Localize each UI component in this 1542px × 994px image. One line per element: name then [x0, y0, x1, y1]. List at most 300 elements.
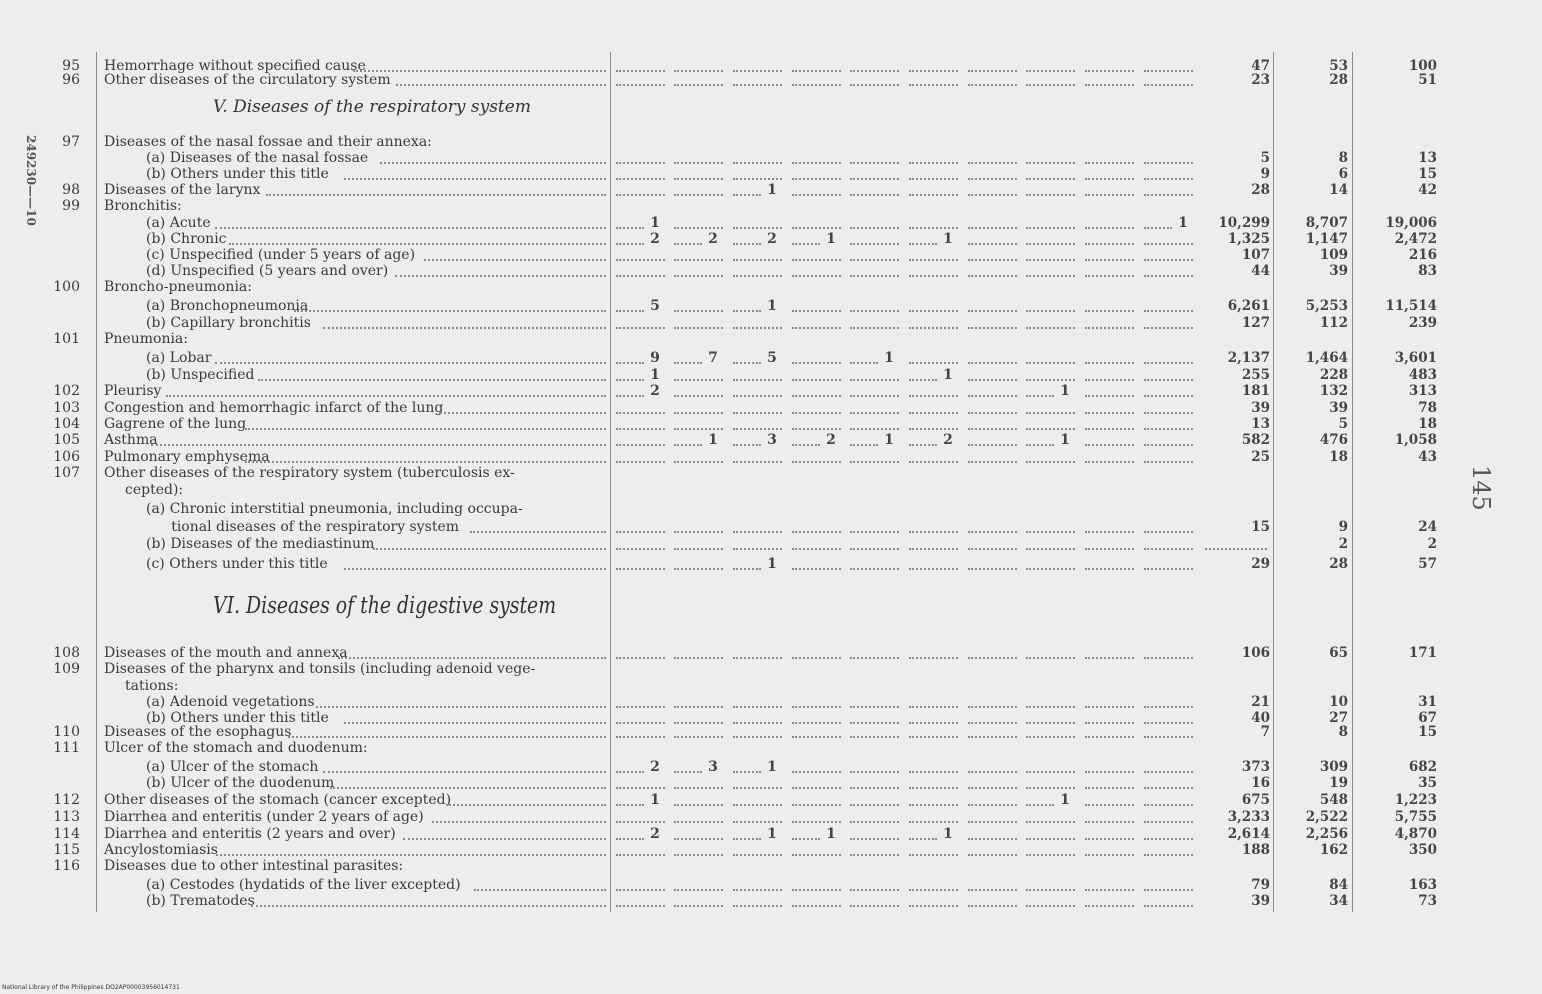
- leader-dots: [1026, 379, 1075, 381]
- age-column-count: 1: [767, 556, 777, 572]
- grand-total: 73: [1418, 893, 1437, 909]
- grand-total: 18: [1418, 416, 1437, 432]
- leader-dots: [674, 804, 723, 806]
- leader-dots: [968, 854, 1017, 856]
- leader-dots: [909, 838, 937, 840]
- age-column-count: 2: [826, 432, 836, 448]
- leader-dots: [1144, 444, 1193, 446]
- leader-dots: [674, 838, 723, 840]
- leader-dots: [909, 787, 958, 789]
- row-label: (a) Diseases of the nasal fossae: [146, 150, 369, 166]
- leader-dots: [1144, 227, 1172, 229]
- grand-total: 51: [1418, 72, 1437, 88]
- leader-dots: [1026, 736, 1075, 738]
- female-total: 84: [1329, 877, 1348, 893]
- leader-dots: [1026, 706, 1075, 708]
- leader-dots: [1144, 838, 1193, 840]
- leader-dots: [1085, 327, 1134, 329]
- row-label: Diseases of the larynx: [104, 182, 261, 198]
- row-label: Other diseases of the circulatory system: [104, 72, 391, 88]
- leader-dots: [674, 412, 723, 414]
- row-number: 95: [62, 58, 80, 74]
- age-column-count: 1: [943, 367, 953, 383]
- leader-dots: [1026, 905, 1075, 907]
- row-number: 105: [53, 432, 80, 448]
- leader-dots: [909, 804, 958, 806]
- leader-dots: [616, 787, 665, 789]
- leader-dots: [1026, 444, 1054, 446]
- leader-dots: [674, 657, 723, 659]
- grand-total: 35: [1418, 775, 1437, 791]
- leader-dots: [1085, 787, 1134, 789]
- leader-dots: [909, 461, 958, 463]
- leader-dots: [850, 259, 899, 261]
- leader-dots: [850, 243, 899, 245]
- male-total: 44: [1251, 263, 1270, 279]
- leader-dots: [1026, 821, 1075, 823]
- age-column-count: 2: [767, 231, 777, 247]
- leader-dots: [674, 243, 702, 245]
- leader-dots: [674, 821, 723, 823]
- leader-dots: [968, 227, 1017, 229]
- male-total: 10,299: [1218, 215, 1270, 231]
- leader-dots: [616, 327, 665, 329]
- leader-dots: [1026, 362, 1075, 364]
- grand-total: 15: [1418, 724, 1437, 740]
- leader-dots: [674, 905, 723, 907]
- leader-dots: [1085, 194, 1134, 196]
- male-total: 6,261: [1227, 298, 1270, 314]
- leader-dots: [792, 428, 841, 430]
- leader-dots: [909, 178, 958, 180]
- grand-total: 67: [1418, 710, 1437, 726]
- leader-dots: [245, 461, 606, 463]
- leader-dots: [850, 310, 899, 312]
- leader-dots: [909, 771, 958, 773]
- leader-dots: [850, 444, 878, 446]
- leader-dots: [850, 194, 899, 196]
- leader-dots: [850, 395, 899, 397]
- age-column-count: 3: [767, 432, 777, 448]
- leader-dots: [616, 178, 665, 180]
- row-label: (b) Chronic: [146, 231, 227, 247]
- leader-dots: [1085, 259, 1134, 261]
- leader-dots: [353, 70, 606, 72]
- female-total: 53: [1329, 58, 1348, 74]
- leader-dots: [909, 889, 958, 891]
- leader-dots: [1144, 722, 1193, 724]
- grand-total: 3,601: [1394, 350, 1437, 366]
- leader-dots: [1085, 461, 1134, 463]
- row-number: 99: [62, 198, 80, 214]
- age-column-count: 5: [767, 350, 777, 366]
- side-mark: 249230——10: [24, 135, 38, 226]
- leader-dots: [616, 227, 644, 229]
- row-label: Diseases of the esophagus: [104, 724, 292, 740]
- male-total: 47: [1251, 58, 1270, 74]
- leader-dots: [1144, 531, 1193, 533]
- leader-dots: [850, 362, 878, 364]
- leader-dots: [733, 327, 782, 329]
- male-total: 13: [1251, 416, 1270, 432]
- leader-dots: [674, 395, 723, 397]
- leader-dots: [674, 531, 723, 533]
- leader-dots: [674, 259, 723, 261]
- grand-total: 57: [1418, 556, 1437, 572]
- column-rule: [96, 52, 97, 912]
- leader-dots: [733, 854, 782, 856]
- leader-dots: [792, 461, 841, 463]
- leader-dots: [792, 736, 841, 738]
- male-total: 21: [1251, 694, 1270, 710]
- female-total: 14: [1329, 182, 1348, 198]
- leader-dots: [792, 657, 841, 659]
- leader-dots: [215, 362, 606, 364]
- female-total: 476: [1319, 432, 1348, 448]
- leader-dots: [616, 854, 665, 856]
- leader-dots: [909, 905, 958, 907]
- row-label: Gagrene of the lung: [104, 416, 247, 432]
- leader-dots: [1085, 706, 1134, 708]
- leader-dots: [792, 395, 841, 397]
- leader-dots: [733, 379, 782, 381]
- male-total: 1,325: [1227, 231, 1270, 247]
- footer-credit: National Library of the Philippines DO2AP00003956014731: [2, 984, 180, 991]
- leader-dots: [1026, 548, 1075, 550]
- leader-dots: [396, 84, 606, 86]
- row-label: (b) Diseases of the mediastinum: [146, 536, 375, 552]
- leader-dots: [1085, 736, 1134, 738]
- age-column-count: 5: [650, 298, 660, 314]
- male-total: 3,233: [1227, 809, 1270, 825]
- leader-dots: [1144, 548, 1193, 550]
- leader-dots: [909, 379, 937, 381]
- leader-dots: [1026, 227, 1075, 229]
- leader-dots: [850, 428, 899, 430]
- row-number: 107: [53, 465, 80, 481]
- leader-dots: [733, 461, 782, 463]
- leader-dots: [403, 838, 606, 840]
- male-total: 2,614: [1227, 826, 1270, 842]
- leader-dots: [1026, 194, 1075, 196]
- leader-dots: [733, 243, 761, 245]
- row-label: (b) Ulcer of the duodenum: [146, 775, 335, 791]
- leader-dots: [968, 194, 1017, 196]
- leader-dots: [1144, 905, 1193, 907]
- leader-dots: [1026, 461, 1075, 463]
- row-label: (b) Unspecified: [146, 367, 255, 383]
- leader-dots: [792, 568, 841, 570]
- grand-total: 19,006: [1385, 215, 1437, 231]
- row-number: 116: [53, 858, 80, 874]
- leader-dots: [968, 905, 1017, 907]
- leader-dots: [850, 84, 899, 86]
- leader-dots: [733, 395, 782, 397]
- grand-total: 42: [1418, 182, 1437, 198]
- leader-dots: [909, 227, 958, 229]
- leader-dots: [733, 259, 782, 261]
- row-label: (a) Lobar: [146, 350, 212, 366]
- leader-dots: [792, 243, 820, 245]
- age-column-count: 9: [650, 350, 660, 366]
- age-column-count: 2: [650, 826, 660, 842]
- leader-dots: [616, 379, 644, 381]
- leader-dots: [1144, 821, 1193, 823]
- leader-dots: [616, 275, 665, 277]
- leader-dots: [1026, 428, 1075, 430]
- leader-dots: [792, 275, 841, 277]
- leader-dots: [1144, 70, 1193, 72]
- female-total: 8: [1338, 150, 1348, 166]
- grand-total: 313: [1408, 383, 1437, 399]
- leader-dots: [733, 722, 782, 724]
- leader-dots: [850, 461, 899, 463]
- leader-dots: [792, 84, 841, 86]
- row-label: (a) Chronic interstitial pneumonia, including occupa-: [146, 501, 523, 517]
- leader-dots: [733, 162, 782, 164]
- age-column-count: 1: [650, 215, 660, 231]
- grand-total: 13: [1418, 150, 1437, 166]
- leader-dots: [968, 461, 1017, 463]
- leader-dots: [474, 889, 606, 891]
- leader-dots: [1026, 838, 1075, 840]
- leader-dots: [850, 531, 899, 533]
- leader-dots: [968, 657, 1017, 659]
- leader-dots: [850, 889, 899, 891]
- row-label: (a) Adenoid vegetations: [146, 694, 315, 710]
- leader-dots: [229, 243, 606, 245]
- leader-dots: [1026, 70, 1075, 72]
- row-label: (a) Acute: [146, 215, 211, 231]
- leader-dots: [674, 722, 723, 724]
- row-label: Bronchitis:: [104, 198, 182, 214]
- female-total: 10: [1329, 694, 1348, 710]
- leader-dots: [733, 444, 761, 446]
- male-total: 255: [1241, 367, 1270, 383]
- leader-dots: [674, 178, 723, 180]
- leader-dots: [968, 259, 1017, 261]
- leader-dots: [733, 706, 782, 708]
- leader-dots: [968, 428, 1017, 430]
- leader-dots: [792, 379, 841, 381]
- leader-dots: [792, 162, 841, 164]
- leader-dots: [850, 771, 899, 773]
- row-number: 97: [62, 134, 80, 150]
- grand-total: 43: [1418, 449, 1437, 465]
- leader-dots: [1026, 259, 1075, 261]
- leader-dots: [792, 838, 820, 840]
- row-label: (a) Bronchopneumonia: [146, 298, 309, 314]
- row-label: (c) Others under this title: [146, 556, 328, 572]
- male-total: 9: [1260, 166, 1270, 182]
- leader-dots: [1026, 531, 1075, 533]
- leader-dots: [616, 259, 665, 261]
- leader-dots: [674, 194, 723, 196]
- leader-dots: [792, 821, 841, 823]
- male-total: 25: [1251, 449, 1270, 465]
- leader-dots: [616, 804, 644, 806]
- row-number: 113: [53, 809, 80, 825]
- age-column-count: 1: [767, 298, 777, 314]
- leader-dots: [968, 821, 1017, 823]
- leader-dots: [316, 706, 606, 708]
- age-column-count: 1: [767, 759, 777, 775]
- leader-dots: [1026, 804, 1054, 806]
- leader-dots: [1144, 275, 1193, 277]
- leader-dots: [344, 568, 606, 570]
- row-label: Ulcer of the stomach and duodenum:: [104, 740, 368, 756]
- female-total: 2,256: [1305, 826, 1348, 842]
- leader-dots: [616, 310, 644, 312]
- leader-dots: [616, 461, 665, 463]
- age-column-count: 1: [1178, 215, 1188, 231]
- leader-dots: [733, 736, 782, 738]
- leader-dots: [674, 854, 723, 856]
- female-total: 39: [1329, 400, 1348, 416]
- leader-dots: [792, 854, 841, 856]
- row-number: 108: [53, 645, 80, 661]
- row-number: 106: [53, 449, 80, 465]
- female-total: 34: [1329, 893, 1348, 909]
- leader-dots: [792, 444, 820, 446]
- leader-dots: [1085, 84, 1134, 86]
- female-total: 309: [1319, 759, 1348, 775]
- leader-dots: [909, 259, 958, 261]
- leader-dots: [850, 327, 899, 329]
- leader-dots: [616, 70, 665, 72]
- leader-dots: [1085, 243, 1134, 245]
- male-total: 28: [1251, 182, 1270, 198]
- female-total: 19: [1329, 775, 1348, 791]
- leader-dots: [616, 162, 665, 164]
- female-total: 39: [1329, 263, 1348, 279]
- male-total: 39: [1251, 893, 1270, 909]
- leader-dots: [338, 657, 606, 659]
- leader-dots: [792, 362, 841, 364]
- leader-dots: [733, 568, 761, 570]
- leader-dots: [294, 310, 606, 312]
- leader-dots: [968, 395, 1017, 397]
- leader-dots: [1026, 657, 1075, 659]
- leader-dots: [850, 379, 899, 381]
- leader-dots: [792, 259, 841, 261]
- age-column-count: 1: [650, 367, 660, 383]
- leader-dots: [1144, 362, 1193, 364]
- leader-dots: [1085, 771, 1134, 773]
- row-label: Pleurisy: [104, 383, 162, 399]
- leader-dots: [850, 227, 899, 229]
- leader-dots: [792, 194, 841, 196]
- leader-dots: [1144, 162, 1193, 164]
- male-total: 15: [1251, 519, 1270, 535]
- leader-dots: [1144, 395, 1193, 397]
- leader-dots: [616, 531, 665, 533]
- leader-dots: [674, 568, 723, 570]
- male-total: 16: [1251, 775, 1270, 791]
- leader-dots: [968, 310, 1017, 312]
- leader-dots: [792, 804, 841, 806]
- row-number: 110: [53, 724, 80, 740]
- leader-dots: [616, 362, 644, 364]
- age-column-count: 1: [826, 826, 836, 842]
- leader-dots: [674, 362, 702, 364]
- row-label: Diarrhea and enteritis (2 years and over): [104, 826, 396, 842]
- leader-dots: [1144, 706, 1193, 708]
- leader-dots: [616, 84, 665, 86]
- leader-dots: [1026, 568, 1075, 570]
- age-column-count: 1: [767, 826, 777, 842]
- leader-dots: [1144, 178, 1193, 180]
- female-total: 27: [1329, 710, 1348, 726]
- leader-dots: [1085, 854, 1134, 856]
- leader-dots: [674, 379, 723, 381]
- leader-dots: [850, 162, 899, 164]
- leader-dots: [439, 412, 606, 414]
- leader-dots: [968, 838, 1017, 840]
- leader-dots: [1026, 889, 1075, 891]
- leader-dots: [909, 162, 958, 164]
- leader-dots: [424, 259, 606, 261]
- grand-total: 5,755: [1394, 809, 1437, 825]
- leader-dots: [674, 70, 723, 72]
- leader-dots: [909, 327, 958, 329]
- age-column-count: 1: [708, 432, 718, 448]
- leader-dots: [446, 804, 606, 806]
- row-label: (d) Unspecified (5 years and over): [146, 263, 389, 279]
- leader-dots: [1085, 889, 1134, 891]
- leader-dots: [1144, 771, 1193, 773]
- leader-dots: [616, 821, 665, 823]
- leader-dots: [674, 461, 723, 463]
- male-total: 5: [1260, 150, 1270, 166]
- leader-dots: [733, 657, 782, 659]
- grand-total: 171: [1408, 645, 1437, 661]
- column-rule: [1352, 52, 1353, 912]
- female-total: 6: [1338, 166, 1348, 182]
- row-number: 111: [53, 740, 80, 756]
- leader-dots: [1085, 379, 1134, 381]
- leader-dots: [909, 275, 958, 277]
- male-total: 29: [1251, 556, 1270, 572]
- leader-dots: [1085, 162, 1134, 164]
- leader-dots: [674, 327, 723, 329]
- leader-dots: [266, 194, 606, 196]
- leader-dots: [1085, 905, 1134, 907]
- row-number: 104: [53, 416, 80, 432]
- leader-dots: [1144, 568, 1193, 570]
- leader-dots: [733, 804, 782, 806]
- row-number: 101: [53, 331, 80, 347]
- male-total: 675: [1241, 792, 1270, 808]
- grand-total: 15: [1418, 166, 1437, 182]
- male-total: 188: [1241, 842, 1270, 858]
- leader-dots: [616, 722, 665, 724]
- leader-dots: [909, 243, 937, 245]
- leader-dots: [850, 178, 899, 180]
- leader-dots: [616, 444, 665, 446]
- leader-dots: [330, 787, 606, 789]
- male-total: 582: [1241, 432, 1270, 448]
- leader-dots: [909, 736, 958, 738]
- leader-dots: [674, 548, 723, 550]
- age-column-count: 1: [884, 432, 894, 448]
- leader-dots: [909, 70, 958, 72]
- row-number: 115: [53, 842, 80, 858]
- row-number: 114: [53, 826, 80, 842]
- leader-dots: [909, 706, 958, 708]
- row-label: Diseases of the nasal fossae and their annexa:: [104, 134, 432, 150]
- leader-dots: [151, 444, 606, 446]
